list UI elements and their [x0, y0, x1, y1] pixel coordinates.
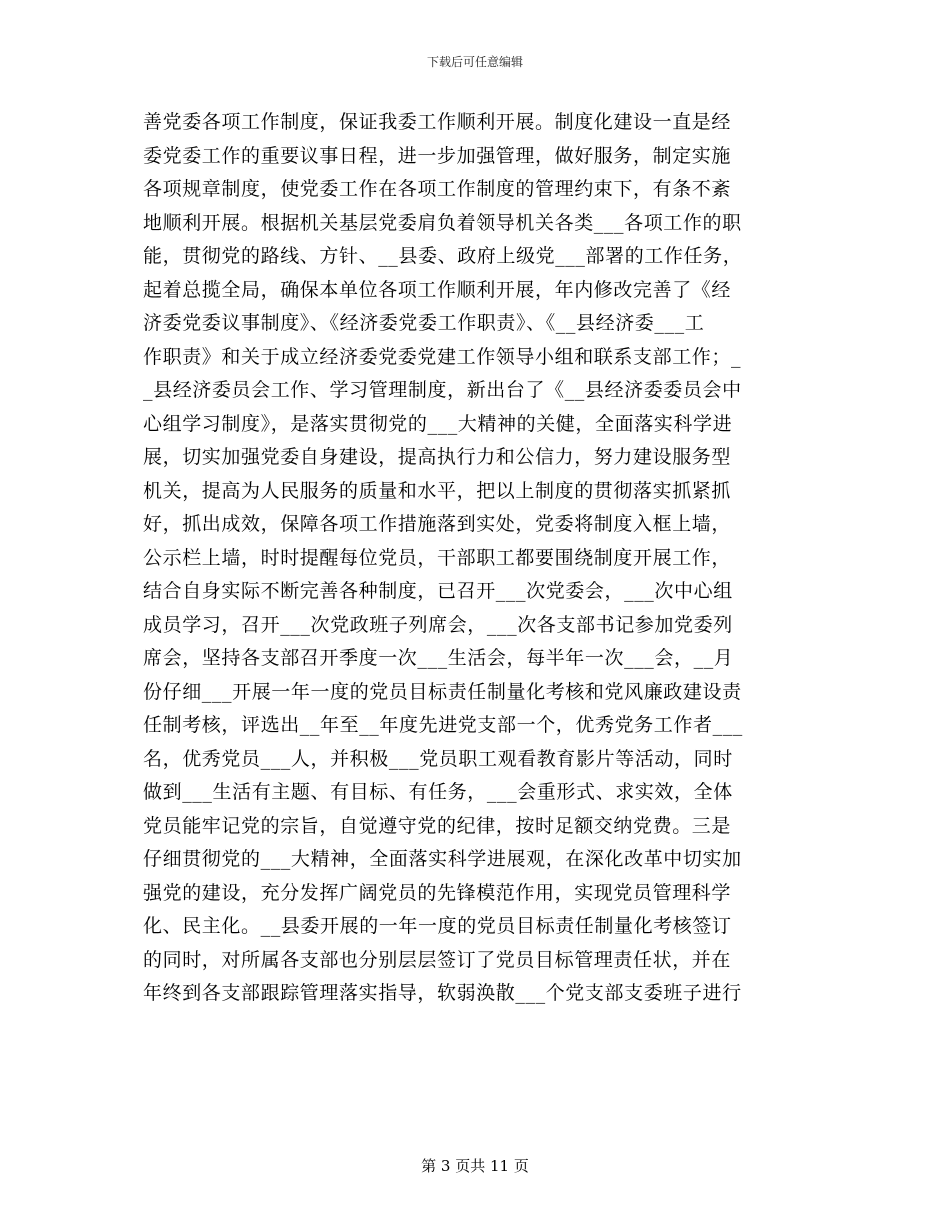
text-line: 展，切实加强党委自身建设，提高执行力和公信力，努力建设服务型	[143, 446, 732, 468]
text-line: 委党委工作的重要议事日程，进一步加强管理，做好服务，制定实施	[143, 144, 732, 167]
text-line: 地顺利开展。根据机关基层党委肩负着领导机关各类___各项工作的职	[143, 211, 742, 234]
text-line: 能，贯彻党的路线、方针、__县委、政府上级党___部署的工作任务，	[143, 245, 743, 267]
text-line: 名，优秀党员___人，并积极___党员职工观看教育影片等活动，同时	[143, 747, 733, 770]
text-line: 份仔细___开展一年一度的党员目标责任制量化考核和党风廉政建设责	[143, 680, 742, 703]
text-line: 济委党委议事制度》、《经济委党委工作职责》、《__县经济委___工	[143, 312, 705, 334]
text-line: 各项规章制度，使党委工作在各项工作制度的管理约束下，有条不紊	[143, 178, 732, 200]
text-line: 好，抓出成效，保障各项工作措施落到实处，党委将制度入框上墙，	[143, 513, 732, 535]
text-line: 席会，坚持各支部召开季度一次___生活会，每半年一次___会，__月	[143, 647, 734, 669]
text-line: 强党的建设，充分发挥广阔党员的先锋模范作用，实现党员管理科学	[143, 881, 732, 904]
text-line: 作职责》和关于成立经济委党委党建工作领导小组和联系支部工作；_	[143, 345, 742, 368]
text-line: 的同时，对所属各支部也分别层层签订了党员目标管理责任状，并在	[143, 948, 732, 971]
text-line: 化、民主化。__县委开展的一年一度的党员目标责任制量化考核签订	[143, 915, 732, 937]
text-line: 党员能牢记党的宗旨，自觉遵守党的纪律，按时足额交纳党费。三是	[143, 814, 732, 837]
text-line: _县经济委员会工作、学习管理制度，新出台了《__县经济委委员会中	[143, 379, 742, 401]
text-line: 成员学习，召开___次党政班子列席会，___次各支部书记参加党委列	[143, 613, 733, 636]
text-line: 任制考核，评选出__年至__年度先进党支部一个，优秀党务工作者___	[143, 714, 743, 736]
text-line: 结合自身实际不断完善各种制度，已召开___次党委会，___次中心组	[143, 580, 733, 602]
text-line: 年终到各支部跟踪管理落实指导，软弱涣散___个党支部支委班子进行	[143, 982, 742, 1004]
page-number: 第 3 页共 11 页	[421, 1157, 529, 1175]
text-line: 起着总揽全局，确保本单位各项工作顺利开展，年内修改完善了《经	[143, 278, 732, 301]
text-line: 善党委各项工作制度，保证我委工作顺利开展。制度化建设一直是经	[143, 111, 732, 133]
text-line: 机关，提高为人民服务的质量和水平，把以上制度的贯彻落实抓紧抓	[143, 479, 732, 502]
text-line: 公示栏上墙，时时提醒每位党员，干部职工都要围绕制度开展工作，	[143, 546, 732, 569]
page-header: 下载后可任意编辑	[426, 55, 523, 69]
text-line: 仔细贯彻党的___大精神，全面落实科学进展观，在深化改革中切实加	[143, 848, 742, 870]
body-text	[143, 106, 803, 1011]
text-line: 心组学习制度》，是落实贯彻党的___大精神的关健，全面落实科学进	[143, 412, 733, 435]
text-line: 做到___生活有主题、有目标、有任务，___会重形式、求实效，全体	[143, 781, 733, 803]
